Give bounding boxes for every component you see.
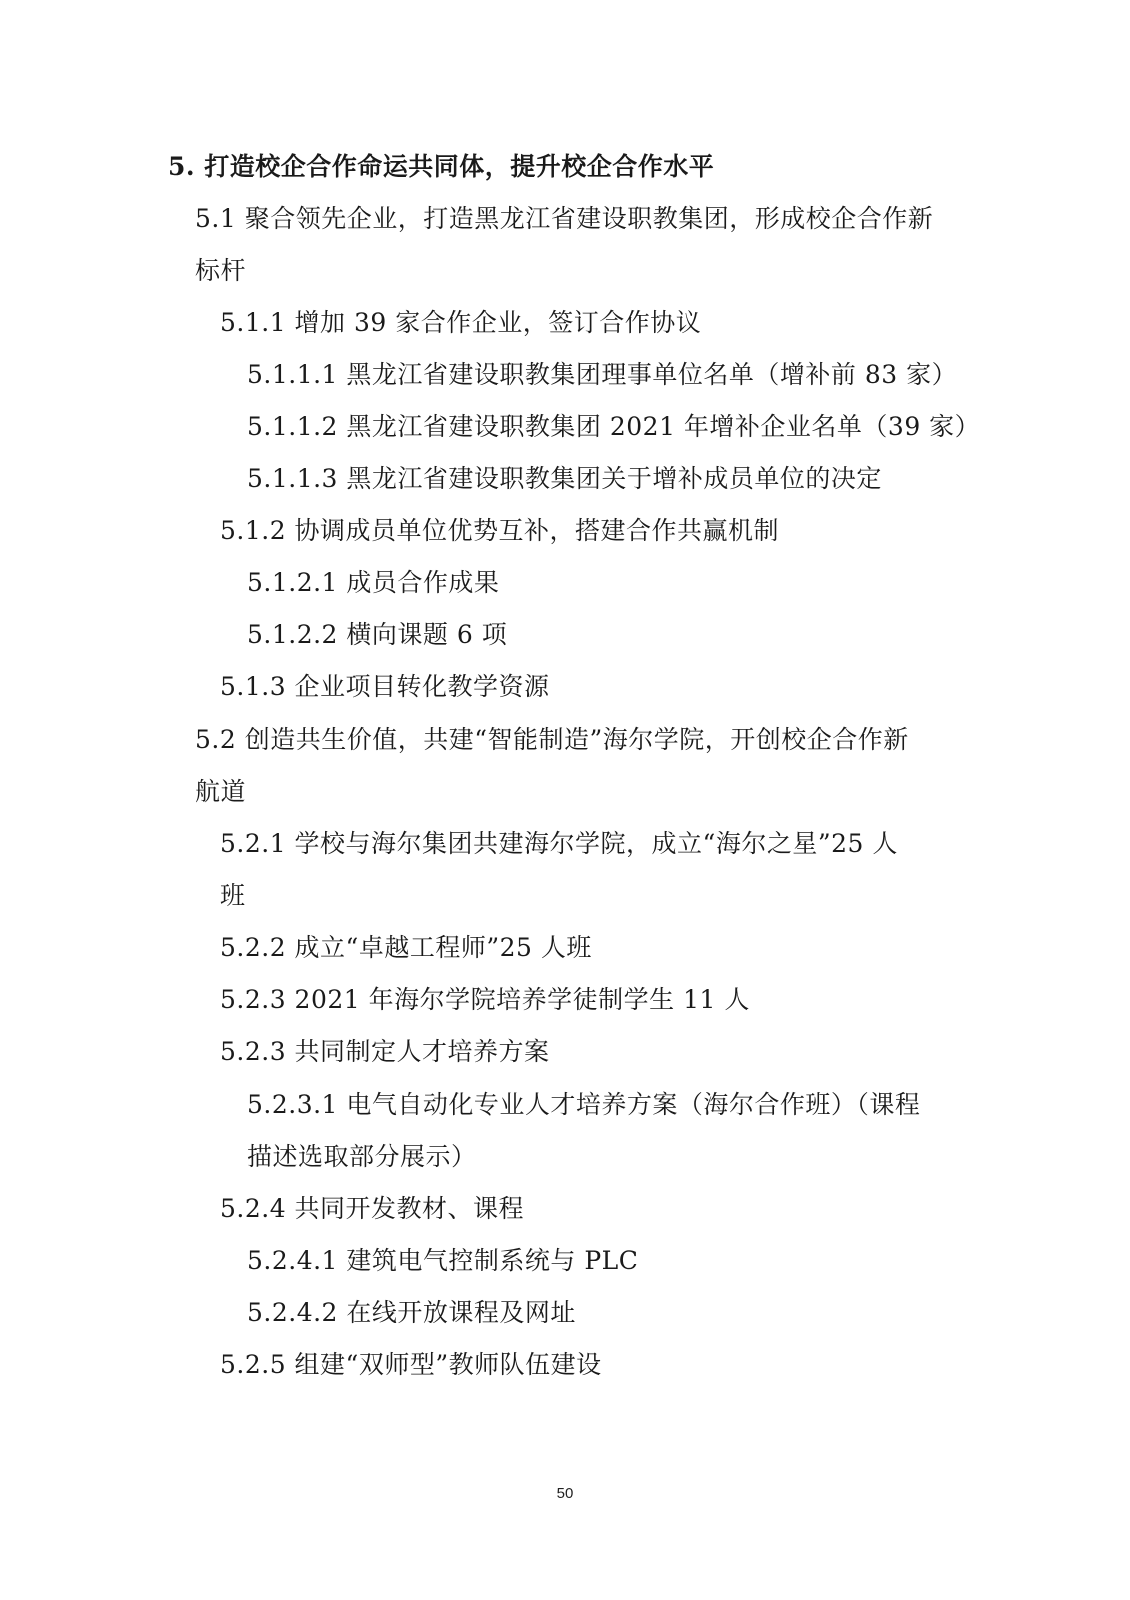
- toc-line: 5.1.2.1 成员合作成果: [247, 568, 500, 597]
- toc-line: 5.1.3 企业项目转化教学资源: [220, 672, 550, 701]
- toc-line: 5.2.3.1 电气自动化专业人才培养方案（海尔合作班）（课程: [247, 1090, 921, 1119]
- toc-line: 5.2.4.1 建筑电气控制系统与 PLC: [247, 1246, 639, 1275]
- toc-line: 5.1.2.2 横向课题 6 项: [247, 620, 508, 649]
- page-number: 50: [556, 1485, 574, 1502]
- toc-line: 5.1 聚合领先企业，打造黑龙江省建设职教集团，形成校企合作新: [195, 204, 934, 233]
- toc-line: 5.2.5 组建“双师型”教师队伍建设: [220, 1350, 602, 1379]
- toc-line: 5.1.1.2 黑龙江省建设职教集团 2021 年增补企业名单（39 家）: [247, 412, 981, 441]
- toc-line: 5.1.1 增加 39 家合作企业，签订合作协议: [220, 308, 702, 337]
- toc-line: 5.1.2 协调成员单位优势互补，搭建合作共赢机制: [220, 516, 780, 545]
- toc-line: 5.2 创造共生价值，共建“智能制造”海尔学院，开创校企合作新: [195, 725, 909, 754]
- toc-line: 5.2.1 学校与海尔集团共建海尔学院，成立“海尔之星”25 人: [220, 829, 898, 858]
- section-heading: 5. 打造校企合作命运共同体，提升校企合作水平: [168, 152, 715, 181]
- toc-line: 5.2.3 共同制定人才培养方案: [220, 1037, 550, 1066]
- toc-line: 班: [220, 881, 246, 910]
- toc-line: 5.2.4 共同开发教材、课程: [220, 1194, 525, 1223]
- toc-line: 标杆: [195, 256, 247, 285]
- toc-line: 5.2.4.2 在线开放课程及网址: [247, 1298, 576, 1327]
- toc-line: 描述选取部分展示）: [247, 1142, 477, 1171]
- toc-line: 5.2.2 成立“卓越工程师”25 人班: [220, 933, 592, 962]
- toc-line: 航道: [195, 777, 247, 806]
- toc-line: 5.2.3 2021 年海尔学院培养学徒制学生 11 人: [220, 985, 750, 1014]
- toc-line: 5.1.1.3 黑龙江省建设职教集团关于增补成员单位的决定: [247, 464, 882, 493]
- toc-line: 5.1.1.1 黑龙江省建设职教集团理事单位名单（增补前 83 家）: [247, 360, 958, 389]
